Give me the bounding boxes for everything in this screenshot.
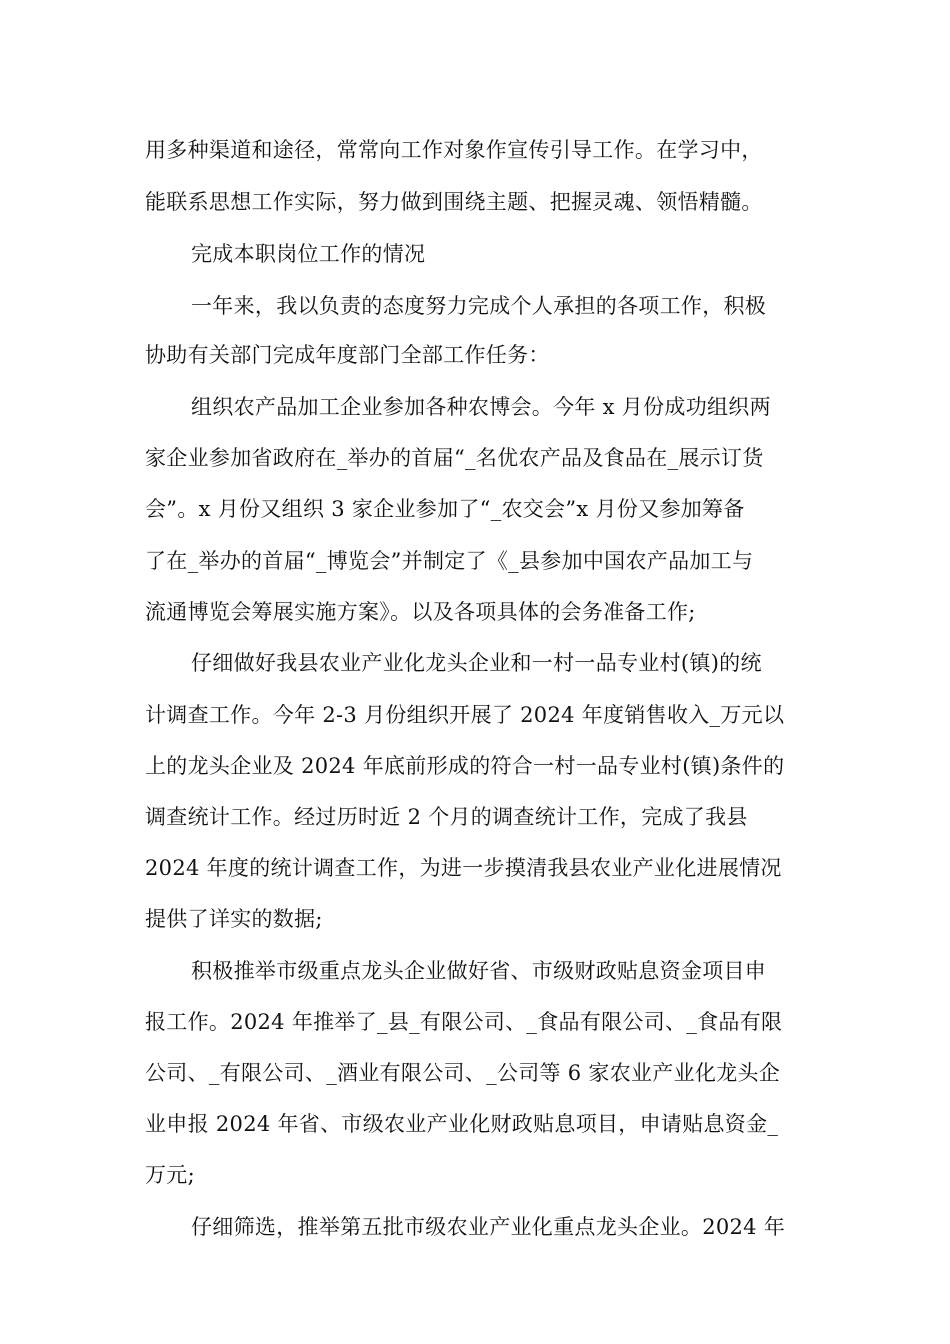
text-line: 家企业参加省政府在_举办的首届“_名优农产品及食品在_展示订货 xyxy=(145,446,764,470)
text-line: 业申报 2024 年省、市级农业产业化财政贴息项目，申请贴息资金_ xyxy=(145,1112,779,1136)
text-line: 能联系思想工作实际，努力做到围绕主题、把握灵魂、领悟精髓。 xyxy=(145,190,763,214)
text-line: 公司、_有限公司、_酒业有限公司、_公司等 6 家农业产业化龙头企 xyxy=(145,1061,781,1085)
section-heading: 完成本职岗位工作的情况 xyxy=(191,242,426,266)
text-line: 积极推举市级重点龙头企业做好省、市级财政贴息资金项目申 xyxy=(191,959,767,983)
text-line: 会”。x 月份又组织 3 家企业参加了“_农交会”x 月份又参加筹备 xyxy=(145,497,745,521)
text-line: 报工作。2024 年推举了_县_有限公司、_食品有限公司、_食品有限 xyxy=(145,1010,783,1034)
text-line: 了在_举办的首届“_博览会”并制定了《_县参加中国农产品加工与 xyxy=(145,549,754,573)
text-line: 组织农产品加工企业参加各种农博会。今年 x 月份成功组织两 xyxy=(191,395,771,419)
text-line: 仔细做好我县农业产业化龙头企业和一村一品专业村(镇)的统 xyxy=(191,651,762,675)
text-line: 协助有关部门完成年度部门全部工作任务： xyxy=(145,343,550,367)
text-line: 一年来，我以负责的态度努力完成个人承担的各项工作，积极 xyxy=(191,294,767,318)
text-line: 2024 年度的统计调查工作，为进一步摸清我县农业产业化进展情况 xyxy=(145,856,782,880)
text-line: 提供了详实的数据; xyxy=(145,907,323,931)
text-line: 万元; xyxy=(145,1163,195,1187)
text-line: 计调查工作。今年 2-3 月份组织开展了 2024 年度销售收入_万元以 xyxy=(145,703,785,727)
text-line: 流通博览会筹展实施方案》。以及各项具体的会务准备工作; xyxy=(145,600,696,624)
text-line: 上的龙头企业及 2024 年底前形成的符合一村一品专业村(镇)条件的 xyxy=(145,754,785,778)
text-line: 仔细筛选，推举第五批市级农业产业化重点龙头企业。2024 年 xyxy=(191,1215,786,1239)
text-line: 用多种渠道和途径，常常向工作对象作宣传引导工作。在学习中， xyxy=(145,138,763,162)
text-line: 调查统计工作。经过历时近 2 个月的调查统计工作，完成了我县 xyxy=(145,805,748,829)
